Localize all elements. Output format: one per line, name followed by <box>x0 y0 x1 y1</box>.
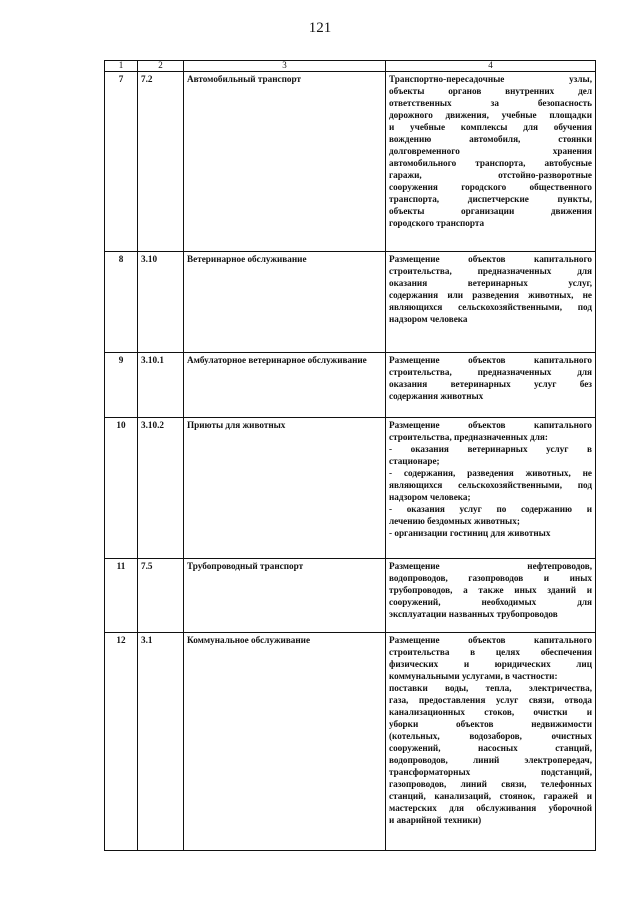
table-header-row <box>105 61 596 72</box>
description-cell <box>386 252 596 353</box>
description-line: надзором человека; <box>389 492 471 502</box>
table-row <box>105 633 596 851</box>
description-line: сооружения городского общественного <box>389 182 592 192</box>
description-line: транспорта, диспетчерские пункты, <box>389 194 592 204</box>
row-number-cell: 10 <box>105 418 138 559</box>
description-line: строительства, предназначенных для <box>389 367 592 377</box>
description-cell <box>386 72 596 252</box>
description-cell <box>386 353 596 418</box>
description-line: долговременного хранения <box>389 146 592 156</box>
row-number-cell: 7 <box>105 72 138 252</box>
description-line: вождению автомобиля, стоянки <box>389 134 592 144</box>
description-line: трубопроводов, а также иных зданий и <box>389 585 592 595</box>
description-line: газа, предоставления услуг связи, отвода <box>389 695 592 705</box>
description-line: Транспортно-пересадочные узлы, <box>389 74 592 84</box>
description-line: оказания ветеринарных услуг без <box>389 379 592 389</box>
column-header: 1 <box>105 61 138 72</box>
description-line: уборки объектов недвижимости <box>389 719 592 729</box>
description-line: коммунальными услугами, в частности: <box>389 671 558 681</box>
description-line: оказания ветеринарных услуг, <box>389 278 592 288</box>
land-use-name-cell: Коммунальное обслуживание <box>184 633 386 851</box>
description-line: канализационных стоков, очистки и <box>389 707 592 717</box>
table-row <box>105 559 596 633</box>
table-row <box>105 353 596 418</box>
description-line: водопроводов, линий электропередач, <box>389 755 592 765</box>
description-line: содержания животных <box>389 391 484 401</box>
classification-code-cell: 7.5 <box>138 559 184 633</box>
description-line: сооружений, насосных станций, <box>389 743 592 753</box>
table-row <box>105 418 596 559</box>
description-cell <box>386 418 596 559</box>
description-line: стационаре; <box>389 456 440 466</box>
description-line: лечению бездомных животных; <box>389 516 520 526</box>
classification-code-cell: 3.10.2 <box>138 418 184 559</box>
land-use-table <box>104 60 596 851</box>
row-number-cell: 12 <box>105 633 138 851</box>
description-line: гаражи, отстойно-разворотные <box>389 170 592 180</box>
description-line: поставки воды, тепла, электричества, <box>389 683 592 693</box>
description-line: физических и юридических лиц <box>389 659 592 669</box>
column-header: 4 <box>386 61 596 72</box>
classification-code-cell: 7.2 <box>138 72 184 252</box>
row-number-cell: 11 <box>105 559 138 633</box>
description-line: трансформаторных подстанций, <box>389 767 592 777</box>
description-line: эксплуатации названных трубопроводов <box>389 609 558 619</box>
description-line: ответственных за безопасность <box>389 98 592 108</box>
description-line: - оказания ветеринарных услуг в <box>389 444 592 454</box>
description-line: Размещение нефтепроводов, <box>389 561 592 571</box>
description-line: станций, канализаций, стоянок, гаражей и <box>389 791 592 801</box>
land-use-name-cell: Автомобильный транспорт <box>184 72 386 252</box>
description-line: - организации гостиниц для животных <box>389 528 551 538</box>
description-line: водопроводов, газопроводов и иных <box>389 573 592 583</box>
description-line: являющихся сельскохозяйственными, под <box>389 302 592 312</box>
description-line: и аварийной техники) <box>389 815 482 825</box>
description-line: мастерских для обслуживания уборочной <box>389 803 592 813</box>
classification-code-cell: 3.10 <box>138 252 184 353</box>
description-line: сооружений, необходимых для <box>389 597 592 607</box>
description-line: надзором человека <box>389 314 468 324</box>
description-line: Размещение объектов капитального <box>389 355 592 365</box>
description-line: строительства в целях обеспечения <box>389 647 592 657</box>
description-line: содержания или разведения животных, не <box>389 290 592 300</box>
description-line: дорожного движения, учебные площадки <box>389 110 592 120</box>
land-use-name-cell: Приюты для животных <box>184 418 386 559</box>
description-line: - оказания услуг по содержанию и <box>389 504 592 514</box>
row-number-cell: 9 <box>105 353 138 418</box>
row-number-cell: 8 <box>105 252 138 353</box>
description-line: Размещение объектов капитального <box>389 254 592 264</box>
description-line: являющихся сельскохозяйственными, под <box>389 480 592 490</box>
description-line: объекты органов внутренних дел <box>389 86 592 96</box>
description-cell <box>386 633 596 851</box>
description-line: строительства, предназначенных для: <box>389 432 548 442</box>
page-number: 121 <box>308 20 332 36</box>
description-line: газопроводов, линий связи, телефонных <box>389 779 592 789</box>
description-line: и учебные комплексы для обучения <box>389 122 592 132</box>
description-line: (котельных, водозаборов, очистных <box>389 731 592 741</box>
description-line: городского транспорта <box>389 218 485 228</box>
description-line: автомобильного транспорта, автобусные <box>389 158 592 168</box>
land-use-name-cell: Ветеринарное обслуживание <box>184 252 386 353</box>
column-header: 2 <box>138 61 184 72</box>
description-line: Размещение объектов капитального <box>389 635 592 645</box>
description-cell <box>386 559 596 633</box>
classification-code-cell: 3.1 <box>138 633 184 851</box>
land-use-name-cell: Трубопроводный транспорт <box>184 559 386 633</box>
classification-code-cell: 3.10.1 <box>138 353 184 418</box>
column-header: 3 <box>184 61 386 72</box>
description-line: - содержания, разведения животных, не <box>389 468 592 478</box>
land-use-name-cell: Амбулаторное ветеринарное обслуживание <box>184 353 386 418</box>
table-row <box>105 72 596 252</box>
description-line: объекты организации движения <box>389 206 592 216</box>
description-line: строительства, предназначенных для <box>389 266 592 276</box>
description-line: Размещение объектов капитального <box>389 420 592 430</box>
table-row <box>105 252 596 353</box>
